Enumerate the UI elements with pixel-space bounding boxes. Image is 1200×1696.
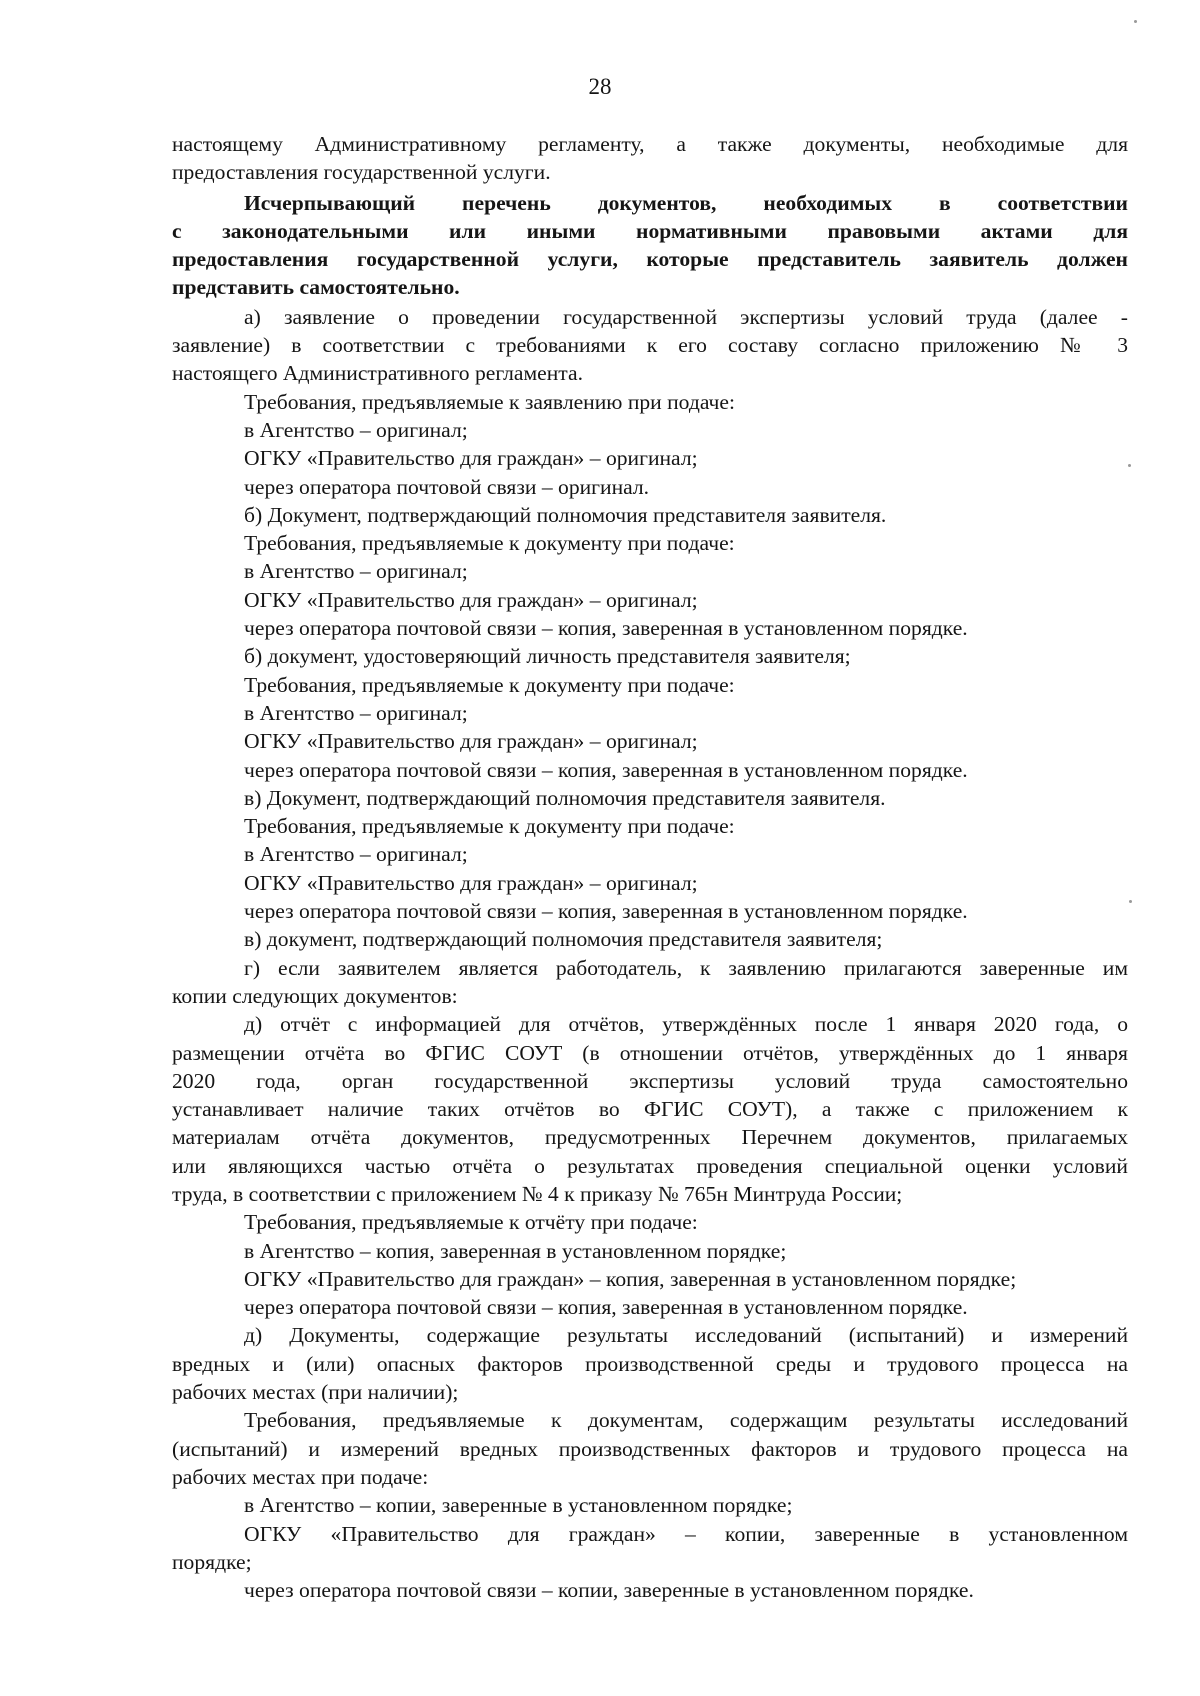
requirement-line: через оператора почтовой связи – копия, заверенная в установленном порядке. [244,899,968,924]
text-line: настоящего Административного регламента. [172,361,583,386]
text-line: труда, в соответствии с приложением № 4 к приказу № 765н Минтруда России; [172,1181,903,1206]
text-line: устанавливает наличие таких отчётов во ФГИС СОУТ), а также с приложением к [172,1097,1128,1122]
text-line: Требования, предъявляемые к документам, содержащим результаты исследований [244,1408,1128,1433]
requirement-line: ОГКУ «Правительство для граждан» – оригинал; [244,587,698,612]
requirement-line: через оператора почтовой связи – копия, заверенная в установленном порядке. [244,757,968,782]
requirement-line: Требования, предъявляемые к отчёту при подаче: [244,1210,698,1235]
item-d2-paragraph [172,1321,1128,1406]
requirement-line: ОГКУ «Правительство для граждан» – копия, заверенная в установленном порядке; [244,1266,1017,1291]
heading-line: представить самостоятельно. [172,275,460,300]
requirement-line: через оператора почтовой связи – копия, заверенная в установленном порядке. [244,1295,968,1320]
text-line: порядке; [172,1549,252,1574]
item-d2-requirements-paragraph [172,1406,1128,1491]
requirement-line: в Агентство – копии, заверенные в установленном порядке; [244,1493,793,1518]
text-line: вредных и (или) опасных факторов производственной среды и трудового процесса на [172,1351,1128,1376]
requirement-line: Требования, предъявляемые к документу при подаче: [244,531,735,556]
requirement-line: Требования, предъявляемые к заявлению при подаче: [244,389,736,414]
item-b2-line: б) документ, удостоверяющий личность представителя заявителя; [244,644,851,669]
text-line: или являющихся частью отчёта о результатах проведения специальной оценки условий [172,1153,1128,1178]
text-line: копии следующих документов: [172,983,458,1008]
item-d1-paragraph [172,1010,1128,1208]
requirement-line: через оператора почтовой связи – копии, заверенные в установленном порядке. [244,1578,974,1603]
requirement-line: Требования, предъявляемые к документу при подаче: [244,672,735,697]
scan-speck [1129,900,1132,903]
heading-line: Исчерпывающий перечень документов, необходимых в соответствии [244,190,1128,215]
heading-line: предоставления государственной услуги, которые представитель заявитель должен [172,247,1128,272]
text-line: (испытаний) и измерений вредных производственных факторов и трудового процесса на [172,1436,1128,1461]
requirement-line: в Агентство – оригинал; [244,559,468,584]
text-line: 2020 года, орган государственной экспертизы условий труда самостоятельно [172,1068,1128,1093]
document-body [172,130,1128,1604]
text-line: заявление) в соответствии с требованиями к его составу согласно приложению № 3 [172,333,1128,358]
requirement-line: ОГКУ «Правительство для граждан» – оригинал; [244,729,698,754]
scan-speck [1134,20,1137,23]
item-v2-line: в) документ, подтверждающий полномочия представителя заявителя; [244,927,883,952]
text-line: рабочих местах при подаче: [172,1464,429,1489]
scan-speck [1128,464,1131,467]
heading-line: с законодательными или иными нормативными правовыми актами для [172,218,1128,243]
text-line: д) Документы, содержащие результаты исследований (испытаний) и измерений [244,1323,1128,1348]
text-line: материалам отчёта документов, предусмотренных Перечнем документов, прилагаемых [172,1125,1128,1150]
text-line: размещении отчёта во ФГИС СОУТ (в отношении отчётов, утверждённых до 1 января [172,1040,1128,1065]
requirement-line: в Агентство – оригинал; [244,842,468,867]
text-line: предоставления государственной услуги. [172,160,551,185]
item-b1-line: б) Документ, подтверждающий полномочия представителя заявителя. [244,502,887,527]
requirement-line: Требования, предъявляемые к документу при подаче: [244,814,735,839]
requirement-line: в Агентство – оригинал; [244,417,468,442]
item-a-paragraph [172,303,1128,388]
requirement-paragraph [172,1520,1128,1577]
requirement-line: ОГКУ «Правительство для граждан» – оригинал; [244,446,698,471]
text-line: настоящему Административному регламенту, а также документы, необходимые для [172,132,1128,156]
intro-paragraph [172,130,1128,187]
requirement-line: в Агентство – оригинал; [244,700,468,725]
text-line: г) если заявителем является работодатель, к заявлению прилагаются заверенные им [244,955,1128,980]
item-v1-line: в) Документ, подтверждающий полномочия представителя заявителя. [244,785,886,810]
page-number: 28 [588,74,612,99]
requirement-line: в Агентство – копия, заверенная в установленном порядке; [244,1238,787,1263]
text-line: д) отчёт с информацией для отчётов, утверждённых после 1 января 2020 года, о [244,1012,1128,1037]
requirement-line: через оператора почтовой связи – копия, заверенная в установленном порядке. [244,616,968,641]
section-heading [172,189,1128,302]
item-g-paragraph [172,954,1128,1011]
requirement-line: ОГКУ «Правительство для граждан» – оригинал; [244,870,698,895]
text-line: ОГКУ «Правительство для граждан» – копии, заверенные в установленном [244,1521,1128,1546]
text-line: а) заявление о проведении государственной экспертизы условий труда (далее - [244,304,1128,329]
text-line: рабочих местах (при наличии); [172,1380,459,1405]
requirement-line: через оператора почтовой связи – оригинал. [244,474,650,499]
